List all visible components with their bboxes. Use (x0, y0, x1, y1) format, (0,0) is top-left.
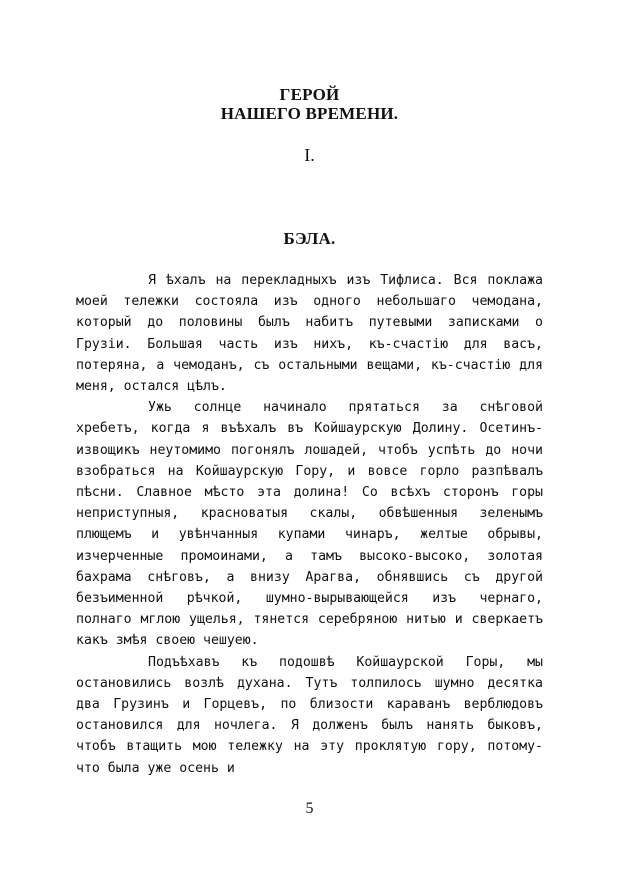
book-title-line-2: НАШЕГО ВРЕМЕНИ. (220, 104, 399, 123)
paragraph: Ужь солнце начинало прятаться за снѣговой хребетъ, когда я въѣхалъ въ Койшаурскую Долину. Осетинъ-извощикъ неутомимо погонялъ лошадей, чтобъ успѣть до ночи взобраться на Койшаурскую Гору, и вовсе горло разпѣвалъ пѣсни. Славное мѣсто эта долина! Со всѣхъ сторонъ горы неприступныя, красноватыя скалы, обвѣшенныя зеленымъ плющемъ и увѣнчанныя купами чинаръ, желтые обрывы, изчерченные промоинами, а тамъ высоко-высоко, золотая бахрама снѣговъ, а внизу Арагва, обнявшись съ другой безъименной рѣчкой, шумно-вырывающейся изъ чернаго, полнаго мглою ущелья, тянется серебряною нитью и сверкаетъ какъ змѣя своею чешуею. (76, 400, 543, 649)
chapter-title: БЭЛА. (283, 229, 336, 248)
chapter-number: I. (304, 145, 315, 165)
paragraph: Подъѣхавъ къ подошвѣ Койшаурской Горы, мы остановились возлѣ духана. Тутъ толпилось шумно десятка два Грузинъ и Горцевъ, по близости караванъ верблюдовъ остановился для ночлега. Я долженъ былъ нанять быковъ, чтобъ втащить мою тележку на эту проклятую гору, потому-что была уже осень и (76, 654, 543, 776)
paragraph: Я ѣхалъ на перекладныхъ изъ Тифлиса. Вся поклажа моей тележки состояла изъ одного небольшаго чемодана, который до половины былъ набитъ путевыми записками о Грузіи. Большая часть изъ нихъ, къ-счастію для васъ, потеряна, а чемоданъ, съ остальными вещами, къ-счастію для меня, остался цѣлъ. (76, 273, 543, 395)
page-number: 5 (305, 800, 314, 817)
chapter-text (76, 270, 543, 779)
book-title-line-1: ГЕРОЙ (279, 85, 340, 104)
